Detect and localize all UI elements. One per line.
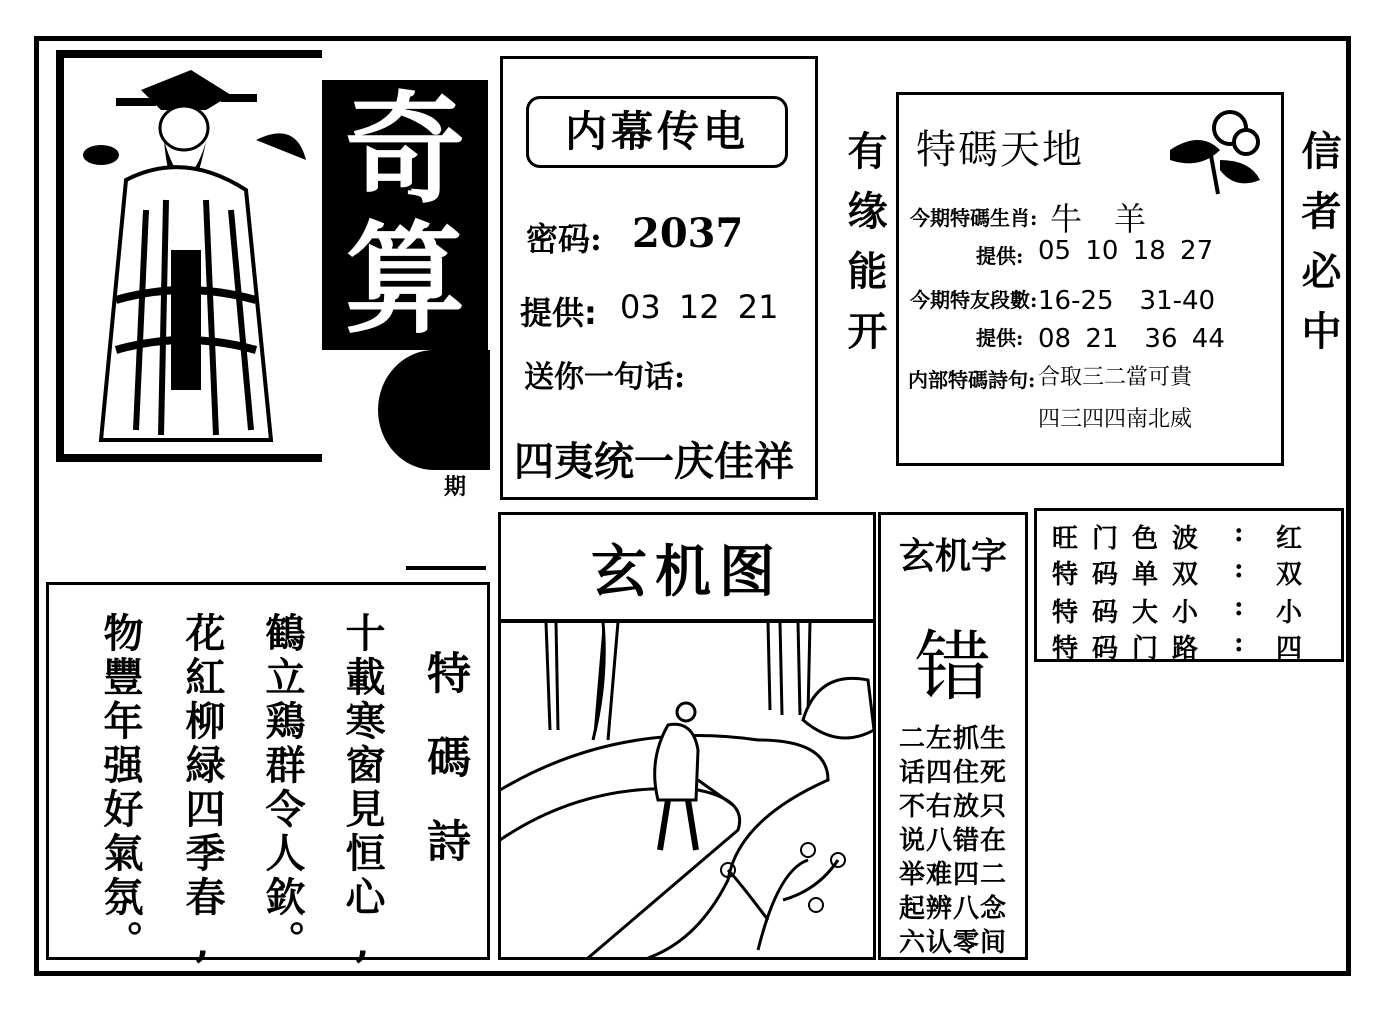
xuanji-line: 说八错在	[898, 826, 1007, 856]
provide-label: 提供:	[520, 294, 597, 332]
poem-column: 鶴立鶏群令人欽。	[259, 612, 306, 964]
provide-values: 03 12 21	[620, 288, 779, 326]
poem-column: 花紅柳緑四季春,	[179, 612, 226, 971]
slogan-right: 信者必中	[1295, 130, 1342, 370]
xuanji-char: 错	[915, 622, 991, 711]
stat-sep: :	[1234, 592, 1258, 622]
title-block	[322, 80, 488, 350]
poem-title: 特碼詩	[419, 650, 470, 902]
stat-label: 特码门路	[1052, 634, 1213, 664]
insider-title: 内幕传电	[526, 96, 788, 168]
stat-sep: :	[1234, 518, 1258, 548]
special-poem-line2: 四三四四南北威	[1038, 407, 1193, 432]
zodiac-provide-label: 提供:	[976, 244, 1024, 268]
xuanji-illustration	[498, 620, 876, 960]
range-provide-values: 08 21 36 44	[1038, 324, 1225, 354]
issue-suffix: 期	[444, 474, 467, 500]
divider-rule	[406, 566, 486, 570]
zodiac-provide-values: 05 10 18 27	[1038, 236, 1214, 266]
xuanji-line: 起辨八念	[898, 894, 1007, 924]
stat-value: 四	[1276, 634, 1303, 664]
stat-label: 旺门色波	[1052, 524, 1213, 554]
stat-label: 特码单双	[1052, 560, 1213, 590]
special-poem-line1: 合取三二當可貴	[1038, 365, 1193, 390]
slogan-left: 有缘能开	[841, 130, 888, 370]
ink-blot-decoration	[378, 350, 490, 470]
zodiac-value: 牛 羊	[1050, 200, 1147, 238]
stat-sep: :	[1234, 554, 1258, 584]
poem-column: 物豐年强好氣氛。	[97, 612, 144, 964]
phrase-label: 送你一句话:	[524, 360, 686, 395]
special-poem-label: 内部特碼詩句:	[908, 368, 1036, 392]
xuanji-title: 玄机图	[591, 539, 783, 605]
range-label: 今期特友段數:	[910, 288, 1038, 312]
xuanji-char-label: 玄机字	[898, 535, 1007, 577]
stat-value: 小	[1276, 598, 1303, 628]
xuanji-line: 六认零间	[898, 928, 1007, 958]
poem-column: 十載寒窗見恒心,	[339, 612, 386, 971]
zodiac-label: 今期特碼生肖:	[910, 206, 1038, 230]
xuanji-line: 举难四二	[898, 860, 1007, 890]
xuanji-line: 话四住死	[898, 758, 1007, 788]
stat-sep: :	[1234, 628, 1258, 658]
title-char-1: 奇	[345, 79, 465, 220]
password-label: 密码:	[526, 220, 602, 258]
xuanji-line: 二左抓生	[898, 724, 1007, 754]
special-title: 特碼天地	[916, 127, 1084, 173]
phrase-text: 四夷统一庆佳祥	[514, 438, 794, 485]
stat-label: 特码大小	[1052, 598, 1213, 628]
range-provide-label: 提供:	[976, 326, 1024, 350]
range-value: 16-25 31-40	[1038, 286, 1216, 316]
stat-value: 红	[1276, 524, 1303, 554]
title-char-2: 算	[345, 209, 465, 350]
stat-value: 双	[1276, 560, 1303, 590]
deity-illustration	[56, 50, 322, 462]
xuanji-line: 不右放只	[898, 792, 1007, 822]
fruit-branch-icon	[1160, 100, 1272, 196]
password-value: 2037	[632, 210, 744, 257]
